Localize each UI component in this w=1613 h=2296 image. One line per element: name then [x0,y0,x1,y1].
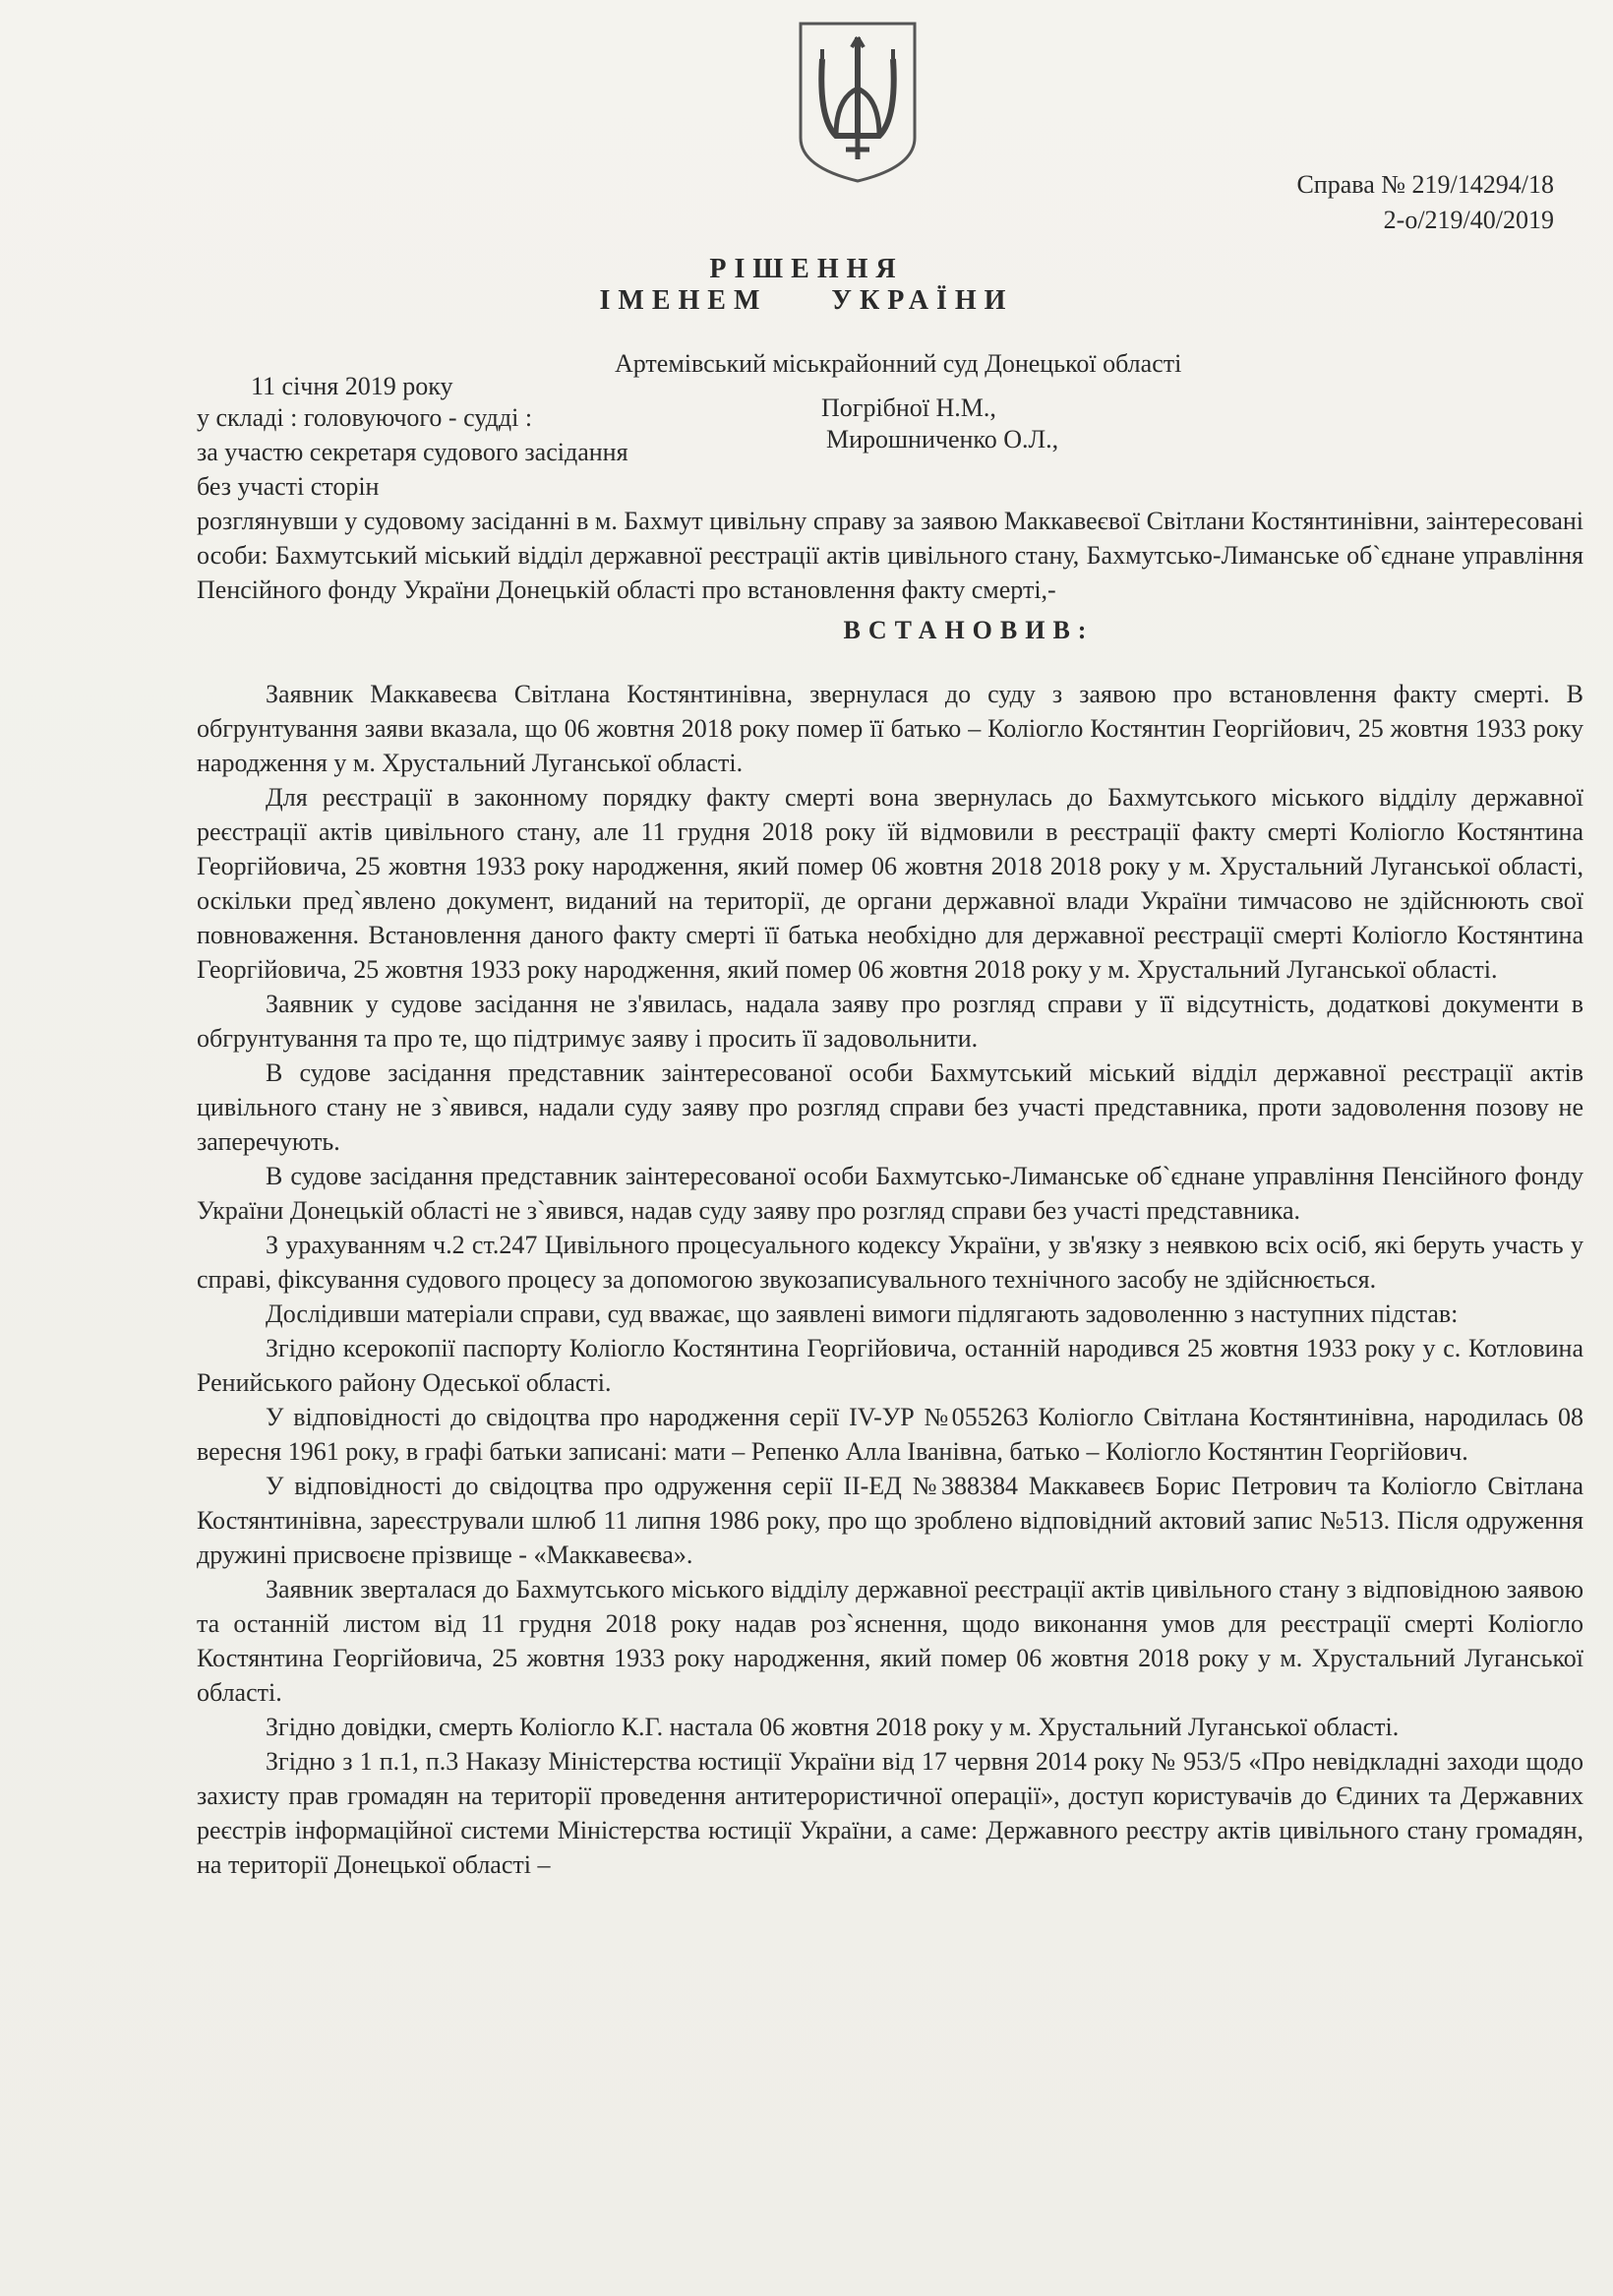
paragraph: У відповідності до свідоцтва про народження серії IV-УР №055263 Коліогло Світлана Костянтинівна, народилась 08 вересня 1961 року, в графі батьки записані: мати – Репенко Алла Іванівна, батько – Коліогло Костянтин Георгійович. [197,1403,1583,1466]
paragraph: З урахуванням ч.2 ст.247 Цивільного процесуального кодексу України, у зв'язку з неявкою всіх осіб, які беруть участь у справі, фіксування судового процесу за допомогою звукозаписувального технічного засобу не здійснюється. [197,1231,1583,1294]
considered-paragraph: розглянувши у судовому засіданні в м. Бахмут цивільну справу за заявою Маккавеєвої Світлани Костянтинівни, заінтересовані особи: Бахмутський міський відділ державної реєстрації актів цивільного стану, Бахмутсько-Лиманське об`єднане управління Пенсійного фонду України Донецькій області про встановлення факту смерті,- [197,507,1583,604]
case-number-block [1296,167,1554,238]
parties-note: без участі сторін [197,472,380,501]
secretary-label: за участю секретаря судового засідання [197,438,628,466]
paragraph: Для реєстрації в законному порядку факту смерті вона звернулась до Бахмутського міського відділу державної реєстрації актів цивільного стану, але 11 грудня 2018 року їй відмовили в реєстрації факту смерті Коліогло Костянтина Георгійовича, 25 жовтня 1933 року народження, який помер 06 жовтня 2018 2018 року у м. Хрустальний Луганської області, оскільки пред`явлено документ, виданий на території, де органи державної влади України тимчасово не здійснюють свої повноваження. Встановлення даного факту смерті її батька необхідно для державної реєстрації смерті Коліогло Костянтина Георгійовича, 25 жовтня 1933 року народження, який помер 06 жовтня 2018 року у м. Хрустальний Луганської області. [197,783,1583,984]
paragraph: Дослідивши матеріали справи, суд вважає, що заявлені вимоги підлягають задоволенню з наступних підстав: [266,1299,1459,1328]
document-title: РІШЕННЯ [709,254,904,284]
paragraph: Згідно з 1 п.1, п.3 Наказу Міністерства юстиції України від 17 червня 2014 року № 953/5 «Про невідкладні заходи щодо захисту прав громадян на території проведення антитерористичної операції», доступ користувачів до Єдиних та Державних реєстрів інформаційної системи Міністерства юстиції України, а саме: Державного реєстру актів цивільного стану громадян, на території Донецької області – [197,1747,1583,1879]
trident-emblem-icon [797,20,919,185]
paragraph: Заявник зверталася до Бахмутського міського відділу державної реєстрації актів цивільного стану з відповідною заявою та останній листом від 11 грудня 2018 року надав роз`яснення, щодо виконання умов для реєстрації смерті Коліогло Костянтина Георгійовича, 25 жовтня 1933 року народження, який помер 06 жовтня 2018 року у м. Хрустальний Луганської області. [197,1575,1583,1707]
paragraph: Заявник Маккавеєва Світлана Костянтинівна, звернулася до суду з заявою про встановлення факту смерті. В обгрунтування заяви вказала, що 06 жовтня 2018 року помер її батько – Коліогло Костянтин Георгійович, 25 жовтня 1933 року народження у м. Хрустальний Луганської області. [197,680,1583,777]
document-subtitle: ІМЕНЕМ УКРАЇНИ [599,285,1014,316]
section-heading: ВСТАНОВИВ: [843,616,1095,644]
paragraph: Заявник у судове засідання не з'явилась, надала заяву про розгляд справи у її відсутність, додаткові документи в обгрунтування та про те, що підтримує заяву і просить її задовольнити. [197,990,1583,1053]
judge-name: Погрібної Н.М., [821,393,996,422]
document-body [197,504,1583,1882]
paragraph: Згідно довідки, смерть Коліогло К.Г. настала 06 жовтня 2018 року у м. Хрустальний Луганської області. [266,1713,1400,1741]
court-name: Артемівський міськрайонний суд Донецької області [615,349,1182,378]
paragraph: В судове засідання представник заінтересованої особи Бахмутсько-Лиманське об`єднане управління Пенсійного фонду України Донецькій області не з`явився, надав суду заяву про розгляд справи без участі представника. [197,1162,1583,1225]
paragraph: Згідно ксерокопії паспорту Коліогло Костянтина Георгійовича, останній народився 25 жовтня 1933 року у с. Котловина Ренийського району Одеської області. [197,1334,1583,1397]
case-number: Справа № 219/14294/18 [1296,170,1554,199]
proceeding-number: 2-о/219/40/2019 [1383,206,1554,234]
paragraph: У відповідності до свідоцтва про одруження серії II-ЕД №388384 Маккавеєв Борис Петрович та Коліогло Світлана Костянтинівна, зареєстрували шлюб 11 липня 1986 року, про що зроблено відповідний актовий запис №513. Після одруження дружині присвоєне прізвище - «Маккавеєва». [197,1472,1583,1569]
paragraph: В судове засідання представник заінтересованої особи Бахмутський міський відділ державної реєстрації актів цивільного стану не з`явився, надали суду заяву про розгляд справи без участі представника, проти задоволення позову не заперечують. [197,1058,1583,1156]
decision-date: 11 січня 2019 року [251,372,453,400]
secretary-name: Мирошниченко О.Л., [826,425,1059,453]
panel-label: у складі : головуючого - судді : [197,403,533,432]
